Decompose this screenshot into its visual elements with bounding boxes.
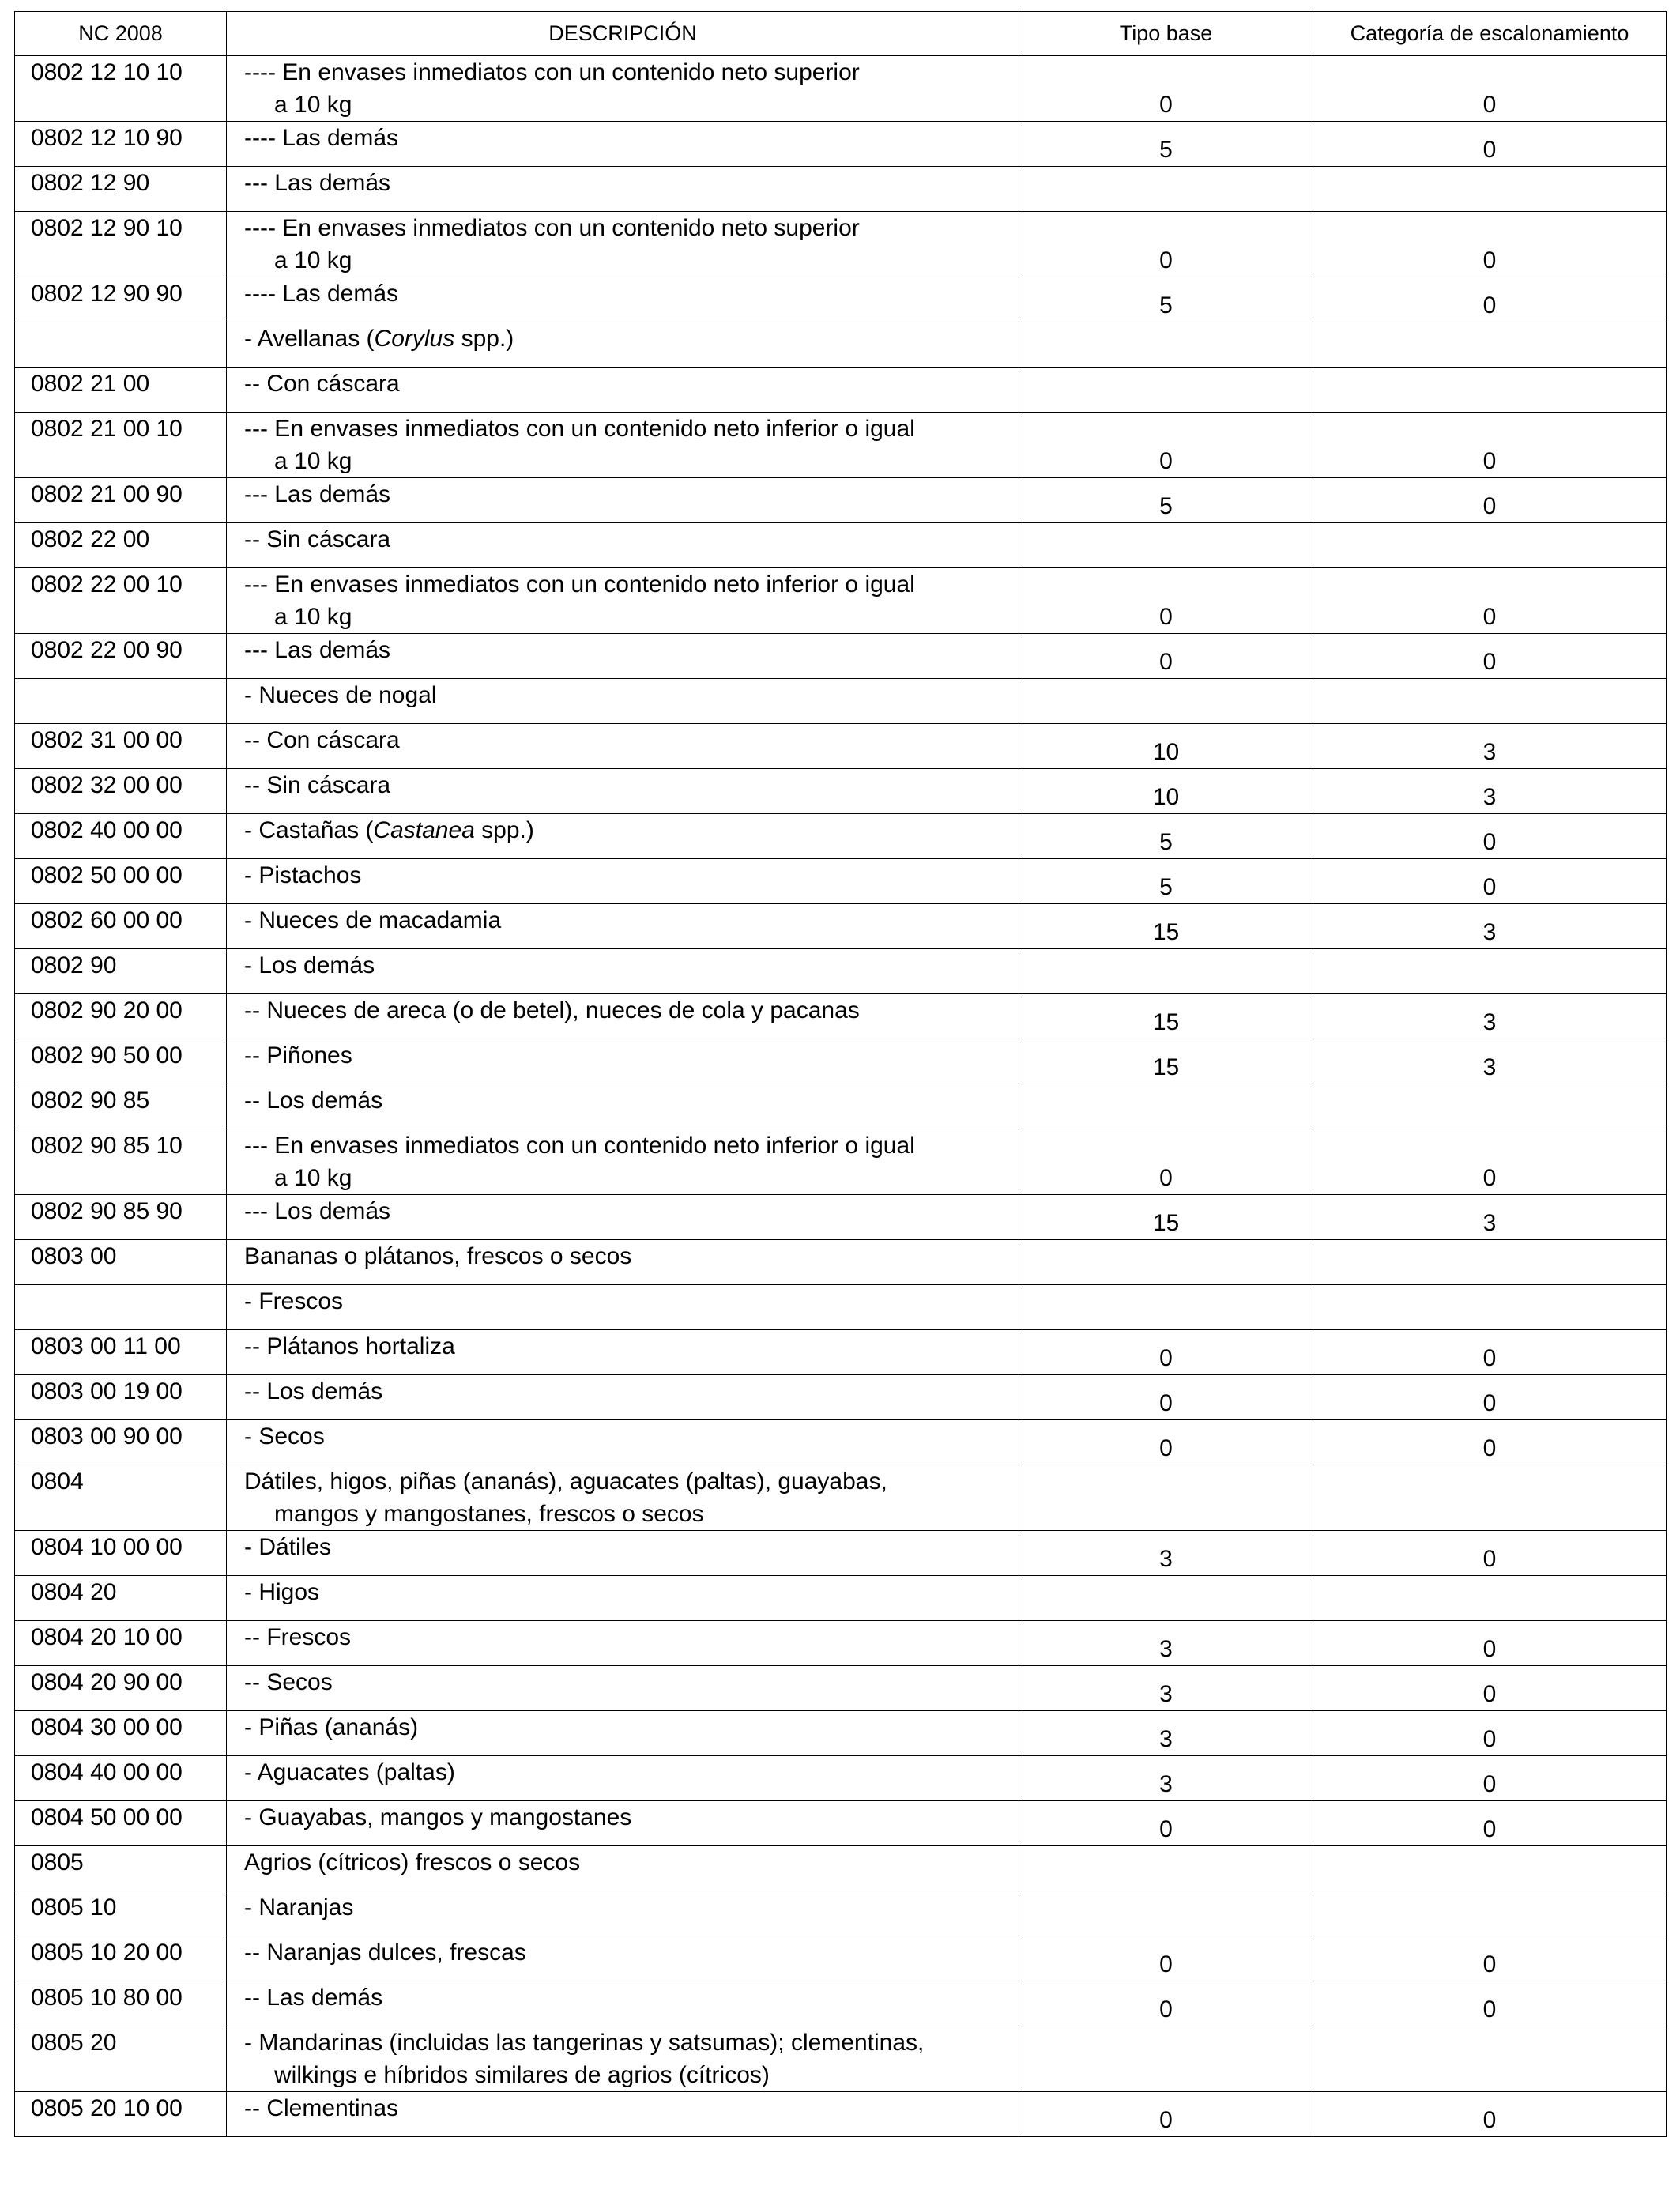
description-text: --- Las demás (244, 170, 391, 196)
cell-code: 0802 90 85 (15, 1084, 227, 1129)
cell-code: 0804 20 90 00 (15, 1666, 227, 1711)
table-row (15, 1576, 1667, 1621)
table-row (15, 568, 1667, 634)
cell-base-rate: 15 (1019, 904, 1313, 949)
cell-category: 3 (1313, 1039, 1667, 1084)
cell-code: 0802 12 10 10 (15, 56, 227, 122)
description-text-after: spp.) (474, 817, 534, 843)
cell-code: 0802 22 00 90 (15, 634, 227, 679)
cell-description (227, 994, 1019, 1039)
cell-code: 0802 40 00 00 (15, 814, 227, 859)
cell-category: 0 (1313, 1936, 1667, 1981)
cell-code: 0802 90 (15, 949, 227, 994)
cell-description (227, 1330, 1019, 1375)
cell-description (227, 523, 1019, 568)
cell-description (227, 2026, 1019, 2092)
cell-category: 0 (1313, 634, 1667, 679)
cell-base-rate: 0 (1019, 634, 1313, 679)
description-text: -- Sin cáscara (244, 772, 391, 798)
description-text: - Frescos (244, 1288, 344, 1314)
description-text: -- Sin cáscara (244, 526, 391, 552)
cell-description (227, 814, 1019, 859)
cell-base-rate: 3 (1019, 1531, 1313, 1576)
cell-description (227, 1891, 1019, 1936)
table-row (15, 277, 1667, 322)
cell-category (1313, 2026, 1667, 2092)
cell-category: 0 (1313, 1981, 1667, 2026)
cell-code: 0804 (15, 1465, 227, 1531)
cell-base-rate: 5 (1019, 478, 1313, 523)
description-text: --- Los demás (244, 1198, 391, 1224)
cell-base-rate: 0 (1019, 1129, 1313, 1195)
cell-code: 0804 20 10 00 (15, 1621, 227, 1666)
header-description: DESCRIPCIÓN (227, 12, 1019, 56)
cell-code: 0802 12 90 10 (15, 212, 227, 277)
table-row (15, 212, 1667, 277)
cell-description (227, 634, 1019, 679)
description-text: Dátiles, higos, piñas (ananás), aguacates (paltas), guayabas, (244, 1468, 887, 1495)
cell-description (227, 122, 1019, 167)
cell-description (227, 904, 1019, 949)
cell-description (227, 368, 1019, 413)
cell-category: 3 (1313, 994, 1667, 1039)
table-row (15, 413, 1667, 478)
cell-base-rate (1019, 2026, 1313, 2092)
cell-base-rate (1019, 322, 1313, 368)
cell-base-rate: 0 (1019, 1420, 1313, 1465)
table-row (15, 368, 1667, 413)
cell-base-rate (1019, 1240, 1313, 1285)
cell-base-rate: 0 (1019, 1981, 1313, 2026)
cell-code: 0802 32 00 00 (15, 769, 227, 814)
cell-category (1313, 1285, 1667, 1330)
table-row (15, 1084, 1667, 1129)
cell-code: 0805 (15, 1846, 227, 1891)
table-row (15, 724, 1667, 769)
cell-code: 0805 10 20 00 (15, 1936, 227, 1981)
description-continuation: mangos y mangostanes, frescos o secos (274, 1501, 704, 1527)
description-text: --- Las demás (244, 481, 391, 507)
description-text: -- Clementinas (244, 2095, 399, 2121)
cell-base-rate: 3 (1019, 1756, 1313, 1801)
cell-code: 0802 60 00 00 (15, 904, 227, 949)
table-row (15, 2026, 1667, 2092)
cell-code: 0803 00 90 00 (15, 1420, 227, 1465)
cell-base-rate: 0 (1019, 212, 1313, 277)
table-row (15, 1531, 1667, 1576)
cell-category: 0 (1313, 1531, 1667, 1576)
cell-base-rate (1019, 1846, 1313, 1891)
cell-description (227, 1285, 1019, 1330)
cell-description (227, 478, 1019, 523)
cell-code: 0802 90 85 90 (15, 1195, 227, 1240)
cell-category (1313, 1891, 1667, 1936)
cell-base-rate: 0 (1019, 1330, 1313, 1375)
cell-description (227, 724, 1019, 769)
cell-category (1313, 523, 1667, 568)
cell-description (227, 1129, 1019, 1195)
cell-category: 0 (1313, 1129, 1667, 1195)
table-row (15, 1420, 1667, 1465)
cell-description (227, 1756, 1019, 1801)
cell-category: 0 (1313, 1666, 1667, 1711)
table-row (15, 478, 1667, 523)
cell-code: 0804 20 (15, 1576, 227, 1621)
table-row (15, 1375, 1667, 1420)
description-text: - Dátiles (244, 1534, 332, 1560)
table-row (15, 167, 1667, 212)
cell-base-rate (1019, 1285, 1313, 1330)
cell-code: 0805 10 80 00 (15, 1981, 227, 2026)
description-text: -- Los demás (244, 1378, 383, 1404)
cell-description (227, 1846, 1019, 1891)
table-row (15, 523, 1667, 568)
cell-code: 0802 31 00 00 (15, 724, 227, 769)
table-row (15, 56, 1667, 122)
table-row (15, 1981, 1667, 2026)
description-text-after: spp.) (454, 326, 514, 352)
table-row (15, 1621, 1667, 1666)
table-row (15, 1801, 1667, 1846)
cell-base-rate (1019, 679, 1313, 724)
cell-base-rate: 10 (1019, 769, 1313, 814)
table-body (15, 56, 1667, 2137)
cell-code: 0802 22 00 10 (15, 568, 227, 634)
cell-category (1313, 949, 1667, 994)
description-continuation: a 10 kg (274, 247, 352, 273)
cell-description (227, 1711, 1019, 1756)
header-category: Categoría de escalonamiento (1313, 12, 1667, 56)
description-text: -- Frescos (244, 1624, 351, 1650)
header-row (15, 12, 1667, 56)
cell-code: 0803 00 19 00 (15, 1375, 227, 1420)
cell-description (227, 1531, 1019, 1576)
cell-description (227, 679, 1019, 724)
table-row (15, 2092, 1667, 2137)
cell-description (227, 212, 1019, 277)
description-text: --- En envases inmediatos con un contenido neto inferior o igual (244, 1133, 915, 1159)
cell-base-rate: 0 (1019, 2092, 1313, 2137)
description-continuation: a 10 kg (274, 604, 352, 630)
description-text: - Secos (244, 1423, 325, 1449)
description-continuation: a 10 kg (274, 1165, 352, 1191)
cell-category: 0 (1313, 1375, 1667, 1420)
cell-code: 0802 22 00 (15, 523, 227, 568)
cell-category: 0 (1313, 568, 1667, 634)
cell-category (1313, 368, 1667, 413)
description-text: - Castañas ( (244, 817, 374, 843)
description-text: -- Los demás (244, 1088, 383, 1114)
cell-category: 0 (1313, 478, 1667, 523)
description-continuation: a 10 kg (274, 92, 352, 118)
description-text: - Avellanas ( (244, 326, 375, 352)
description-text: ---- En envases inmediatos con un contenido neto superior (244, 215, 860, 241)
cell-description (227, 1039, 1019, 1084)
description-text: - Piñas (ananás) (244, 1714, 419, 1740)
cell-code: 0804 30 00 00 (15, 1711, 227, 1756)
table-row (15, 859, 1667, 904)
table-row (15, 1711, 1667, 1756)
cell-description (227, 1621, 1019, 1666)
table-row (15, 1891, 1667, 1936)
cell-base-rate (1019, 523, 1313, 568)
cell-description (227, 1981, 1019, 2026)
cell-base-rate: 0 (1019, 568, 1313, 634)
description-text: --- Las demás (244, 637, 391, 663)
cell-code: 0802 90 50 00 (15, 1039, 227, 1084)
cell-description (227, 1084, 1019, 1129)
cell-category: 0 (1313, 1756, 1667, 1801)
table-row (15, 1129, 1667, 1195)
cell-code: 0805 20 (15, 2026, 227, 2092)
description-text: -- Piñones (244, 1042, 352, 1069)
table-row (15, 904, 1667, 949)
description-taxon: Castanea (373, 817, 475, 843)
cell-code: 0802 21 00 90 (15, 478, 227, 523)
cell-base-rate: 5 (1019, 859, 1313, 904)
description-taxon: Corylus (374, 326, 455, 352)
cell-category: 0 (1313, 212, 1667, 277)
cell-code: 0802 12 90 (15, 167, 227, 212)
cell-category: 0 (1313, 1420, 1667, 1465)
cell-code: 0803 00 11 00 (15, 1330, 227, 1375)
table-row (15, 1195, 1667, 1240)
cell-code (15, 679, 227, 724)
cell-code (15, 1285, 227, 1330)
cell-description (227, 1195, 1019, 1240)
cell-code: 0802 21 00 (15, 368, 227, 413)
cell-category: 0 (1313, 1711, 1667, 1756)
header-code: NC 2008 (15, 12, 227, 56)
cell-description (227, 322, 1019, 368)
table-row (15, 994, 1667, 1039)
cell-description (227, 1420, 1019, 1465)
description-text: - Nueces de macadamia (244, 907, 502, 933)
cell-description (227, 949, 1019, 994)
table-row (15, 1666, 1667, 1711)
cell-description (227, 413, 1019, 478)
cell-category (1313, 1240, 1667, 1285)
cell-code: 0802 12 10 90 (15, 122, 227, 167)
cell-description (227, 769, 1019, 814)
cell-category (1313, 322, 1667, 368)
cell-category: 0 (1313, 859, 1667, 904)
cell-category: 0 (1313, 277, 1667, 322)
cell-code: 0802 21 00 10 (15, 413, 227, 478)
table-row (15, 1330, 1667, 1375)
cell-description (227, 2092, 1019, 2137)
cell-description (227, 1666, 1019, 1711)
cell-code: 0802 90 85 10 (15, 1129, 227, 1195)
cell-code (15, 322, 227, 368)
cell-description (227, 56, 1019, 122)
table-row (15, 122, 1667, 167)
table-row (15, 1039, 1667, 1084)
description-text: - Naranjas (244, 1894, 354, 1921)
cell-base-rate: 15 (1019, 1039, 1313, 1084)
cell-base-rate: 3 (1019, 1711, 1313, 1756)
cell-category (1313, 679, 1667, 724)
cell-code: 0803 00 (15, 1240, 227, 1285)
cell-base-rate (1019, 1891, 1313, 1936)
cell-description (227, 568, 1019, 634)
table-row (15, 679, 1667, 724)
cell-category: 3 (1313, 724, 1667, 769)
description-text: -- Plátanos hortaliza (244, 1333, 455, 1359)
cell-code: 0802 90 20 00 (15, 994, 227, 1039)
table-row (15, 1240, 1667, 1285)
description-text: --- En envases inmediatos con un contenido neto inferior o igual (244, 571, 915, 598)
tariff-table (14, 11, 1667, 2137)
cell-category (1313, 1576, 1667, 1621)
cell-category: 0 (1313, 1621, 1667, 1666)
description-continuation: a 10 kg (274, 448, 352, 474)
table-row (15, 634, 1667, 679)
table-row (15, 949, 1667, 994)
cell-category (1313, 167, 1667, 212)
cell-category (1313, 1846, 1667, 1891)
description-text: -- Con cáscara (244, 727, 400, 753)
cell-base-rate: 0 (1019, 1936, 1313, 1981)
cell-code: 0804 10 00 00 (15, 1531, 227, 1576)
cell-base-rate: 5 (1019, 277, 1313, 322)
cell-code: 0805 20 10 00 (15, 2092, 227, 2137)
cell-category: 0 (1313, 1330, 1667, 1375)
cell-code: 0805 10 (15, 1891, 227, 1936)
cell-base-rate: 15 (1019, 994, 1313, 1039)
description-text: --- En envases inmediatos con un contenido neto inferior o igual (244, 416, 915, 442)
cell-base-rate: 10 (1019, 724, 1313, 769)
cell-category: 0 (1313, 1801, 1667, 1846)
cell-base-rate (1019, 949, 1313, 994)
table-row (15, 769, 1667, 814)
cell-base-rate (1019, 167, 1313, 212)
description-text: - Mandarinas (incluidas las tangerinas y satsumas); clementinas, (244, 2030, 925, 2056)
cell-code: 0804 50 00 00 (15, 1801, 227, 1846)
cell-category: 0 (1313, 56, 1667, 122)
cell-base-rate: 3 (1019, 1621, 1313, 1666)
description-text: - Nueces de nogal (244, 682, 437, 708)
cell-description (227, 277, 1019, 322)
table-row (15, 1465, 1667, 1531)
cell-code: 0804 40 00 00 (15, 1756, 227, 1801)
description-text: -- Las demás (244, 1985, 383, 2011)
cell-category (1313, 1084, 1667, 1129)
cell-base-rate: 5 (1019, 122, 1313, 167)
description-text: - Los demás (244, 952, 375, 978)
cell-code: 0802 50 00 00 (15, 859, 227, 904)
description-text: -- Con cáscara (244, 371, 400, 397)
table-row (15, 1756, 1667, 1801)
header-base-rate: Tipo base (1019, 12, 1313, 56)
cell-base-rate: 3 (1019, 1666, 1313, 1711)
cell-description (227, 1801, 1019, 1846)
cell-base-rate (1019, 1465, 1313, 1531)
cell-base-rate: 0 (1019, 1375, 1313, 1420)
cell-category: 0 (1313, 2092, 1667, 2137)
cell-description (227, 1240, 1019, 1285)
cell-description (227, 1576, 1019, 1621)
cell-description (227, 859, 1019, 904)
table-row (15, 1285, 1667, 1330)
cell-base-rate: 0 (1019, 413, 1313, 478)
cell-base-rate: 0 (1019, 1801, 1313, 1846)
table-row (15, 1936, 1667, 1981)
description-text: - Pistachos (244, 862, 362, 888)
cell-base-rate (1019, 1084, 1313, 1129)
cell-category: 0 (1313, 413, 1667, 478)
cell-base-rate (1019, 368, 1313, 413)
cell-code: 0802 12 90 90 (15, 277, 227, 322)
table-row (15, 322, 1667, 368)
description-text: ---- En envases inmediatos con un contenido neto superior (244, 59, 860, 85)
cell-category: 0 (1313, 122, 1667, 167)
cell-category: 3 (1313, 904, 1667, 949)
table-row (15, 1846, 1667, 1891)
cell-category: 0 (1313, 814, 1667, 859)
cell-base-rate: 0 (1019, 56, 1313, 122)
description-text: ---- Las demás (244, 125, 399, 151)
description-text: Agrios (cítricos) frescos o secos (244, 1849, 581, 1875)
description-text: -- Nueces de areca (o de betel), nueces de cola y pacanas (244, 997, 860, 1023)
cell-description (227, 167, 1019, 212)
cell-description (227, 1375, 1019, 1420)
cell-description (227, 1936, 1019, 1981)
cell-base-rate (1019, 1576, 1313, 1621)
description-text: - Aguacates (paltas) (244, 1759, 455, 1785)
description-text: - Guayabas, mangos y mangostanes (244, 1804, 632, 1830)
cell-base-rate: 15 (1019, 1195, 1313, 1240)
table-row (15, 814, 1667, 859)
description-continuation: wilkings e híbridos similares de agrios (cítricos) (274, 2062, 770, 2088)
description-text: -- Secos (244, 1669, 333, 1695)
cell-description (227, 1465, 1019, 1531)
cell-category (1313, 1465, 1667, 1531)
description-text: - Higos (244, 1579, 320, 1605)
cell-base-rate: 5 (1019, 814, 1313, 859)
description-text: Bananas o plátanos, frescos o secos (244, 1243, 632, 1269)
description-text: ---- Las demás (244, 281, 399, 307)
cell-category: 3 (1313, 769, 1667, 814)
description-text: -- Naranjas dulces, frescas (244, 1940, 526, 1966)
cell-category: 3 (1313, 1195, 1667, 1240)
